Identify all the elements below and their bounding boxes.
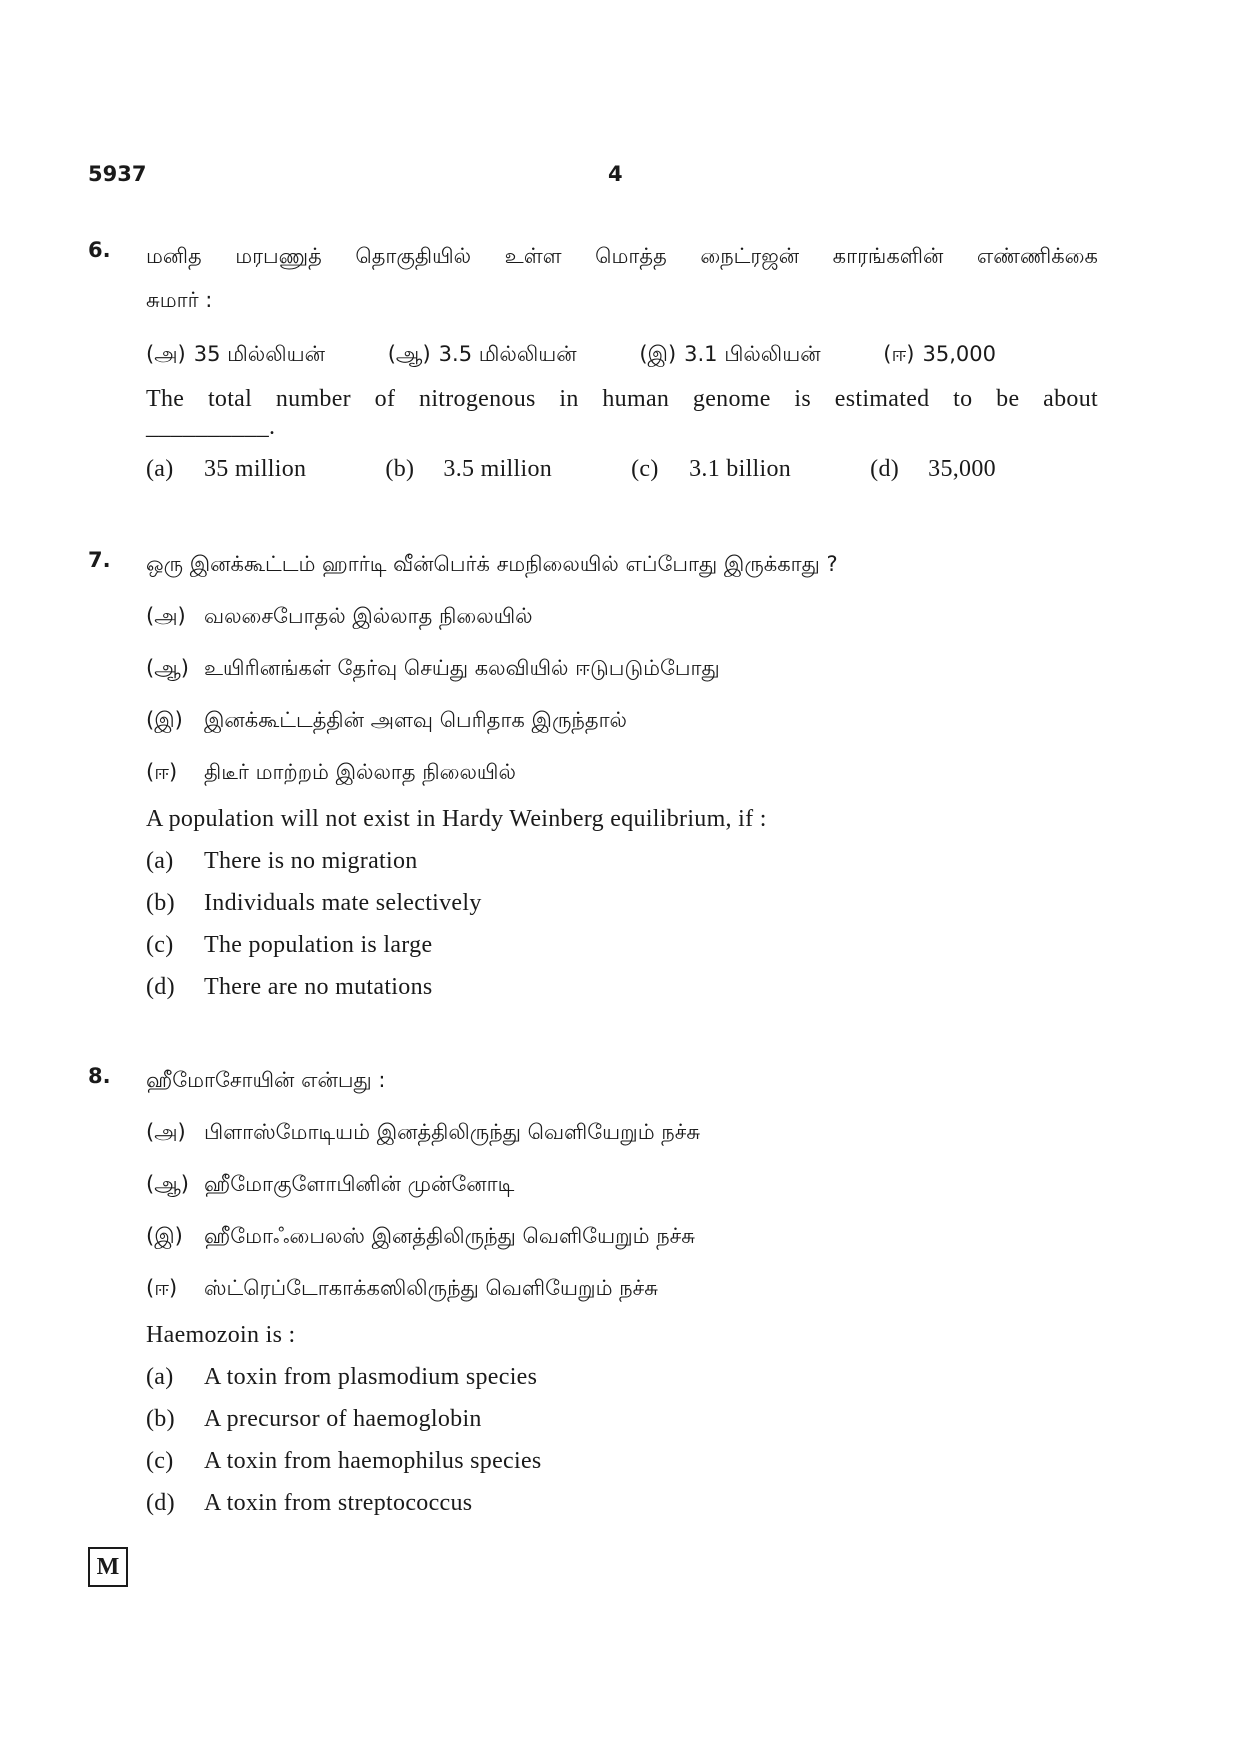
english-stem: Haemozoin is :	[146, 1322, 296, 1348]
option-a[interactable]: (a) There is no migration	[146, 848, 418, 874]
option-a-ta[interactable]: (அ) வலசைபோதல் இல்லாத நிலையில்	[146, 604, 533, 628]
page-number: 4	[608, 162, 623, 186]
tamil-stem: மனித மரபணுத் தொகுதியில் உள்ள மொத்த நைட்ரஜன் காரங்களின் எண்ணிக்கை	[146, 244, 1098, 268]
option-c[interactable]: (c) 3.1 billion	[631, 456, 792, 482]
option-b-ta[interactable]: (ஆ) ஹீமோகுளோபினின் முன்னோடி	[146, 1172, 515, 1196]
option-d[interactable]: (d) 35,000	[870, 456, 996, 482]
option-c-ta[interactable]: (இ) ஹீமோஃபைலஸ் இனத்திலிருந்து வெளியேறும் நச்சு	[146, 1224, 696, 1248]
option-d-ta[interactable]: (ஈ) திடீர் மாற்றம் இல்லாத நிலையில்	[146, 760, 516, 784]
english-stem: A population will not exist in Hardy Weinberg equilibrium, if :	[146, 806, 767, 832]
paper-code: 5937	[88, 162, 147, 186]
option-d[interactable]: (d) There are no mutations	[146, 974, 433, 1000]
tamil-options	[146, 330, 996, 378]
tamil-stem-cont: சுமார் :	[146, 288, 213, 312]
option-a[interactable]: (a) A toxin from plasmodium species	[146, 1364, 538, 1390]
option-c-ta[interactable]: (இ) 3.1 பில்லியன்	[639, 342, 821, 366]
question-number: 7.	[88, 548, 111, 572]
english-stem: The total number of nitrogenous in human genome is estimated to be about	[146, 386, 1098, 412]
option-a[interactable]: (a) 35 million	[146, 456, 307, 482]
option-a-ta[interactable]: (அ) 35 மில்லியன்	[146, 342, 325, 366]
answer-blank: __________.	[146, 414, 276, 440]
option-c[interactable]: (c) The population is large	[146, 932, 433, 958]
tamil-stem: ஹீமோசோயின் என்பது :	[146, 1068, 386, 1092]
option-c[interactable]: (c) A toxin from haemophilus species	[146, 1448, 542, 1474]
english-options	[146, 448, 996, 490]
option-d[interactable]: (d) A toxin from streptococcus	[146, 1490, 473, 1516]
option-c-ta[interactable]: (இ) இனக்கூட்டத்தின் அளவு பெரிதாக இருந்தால்	[146, 708, 627, 732]
option-b-ta[interactable]: (ஆ) உயிரினங்கள் தேர்வு செய்து கலவியில் ஈடுபடும்போது	[146, 656, 720, 680]
option-b[interactable]: (b) A precursor of haemoglobin	[146, 1406, 482, 1432]
option-d-ta[interactable]: (ஈ) ஸ்ட்ரெப்டோகாக்கஸிலிருந்து வெளியேறும் நச்சு	[146, 1276, 658, 1300]
option-a-ta[interactable]: (அ) பிளாஸ்மோடியம் இனத்திலிருந்து வெளியேறும் நச்சு	[146, 1120, 701, 1144]
option-b[interactable]: (b) Individuals mate selectively	[146, 890, 482, 916]
medium-mark-box: M	[88, 1547, 128, 1587]
option-b-ta[interactable]: (ஆ) 3.5 மில்லியன்	[387, 342, 577, 366]
option-b[interactable]: (b) 3.5 million	[385, 456, 553, 482]
question-number: 8.	[88, 1064, 111, 1088]
tamil-stem: ஒரு இனக்கூட்டம் ஹார்டி வீன்பெர்க் சமநிலையில் எப்போது இருக்காது ?	[146, 552, 838, 576]
option-d-ta[interactable]: (ஈ) 35,000	[883, 342, 996, 366]
question-number: 6.	[88, 238, 111, 262]
